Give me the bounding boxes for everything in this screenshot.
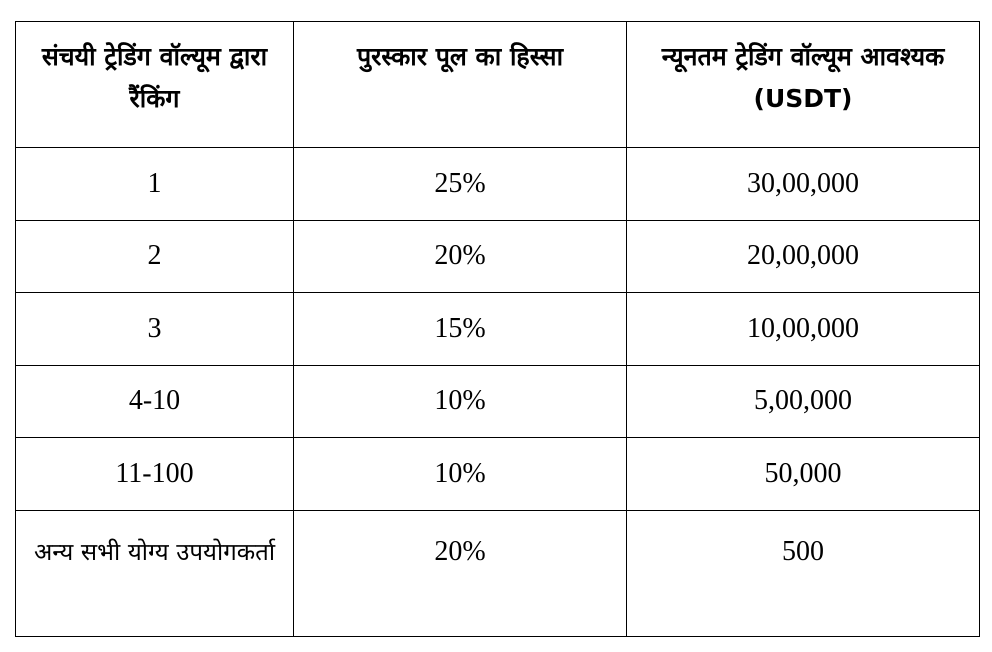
rank-cell: 1 bbox=[16, 148, 294, 221]
min-volume-cell: 30,00,000 bbox=[627, 148, 980, 221]
share-cell: 20% bbox=[294, 220, 627, 293]
share-cell: 10% bbox=[294, 438, 627, 511]
share-cell: 15% bbox=[294, 293, 627, 366]
rank-cell: 11-100 bbox=[16, 438, 294, 511]
table-header-row bbox=[16, 22, 980, 148]
table-row bbox=[16, 510, 980, 636]
min-volume-cell: 50,000 bbox=[627, 438, 980, 511]
table-row bbox=[16, 365, 980, 438]
min-volume-cell: 5,00,000 bbox=[627, 365, 980, 438]
rank-cell: 3 bbox=[16, 293, 294, 366]
share-cell: 25% bbox=[294, 148, 627, 221]
rank-cell: अन्य सभी योग्य उपयोगकर्ता bbox=[16, 510, 294, 636]
table-row bbox=[16, 438, 980, 511]
reward-table-container bbox=[15, 21, 979, 637]
table-row bbox=[16, 293, 980, 366]
share-cell: 10% bbox=[294, 365, 627, 438]
min-volume-cell: 500 bbox=[627, 510, 980, 636]
min-volume-cell: 20,00,000 bbox=[627, 220, 980, 293]
reward-pool-table bbox=[15, 21, 980, 637]
rank-cell: 2 bbox=[16, 220, 294, 293]
share-cell: 20% bbox=[294, 510, 627, 636]
header-reward-share: पुरस्कार पूल का हिस्सा bbox=[294, 22, 627, 148]
header-ranking: संचयी ट्रेडिंग वॉल्यूम द्वारा रैंकिंग bbox=[16, 22, 294, 148]
min-volume-cell: 10,00,000 bbox=[627, 293, 980, 366]
rank-cell: 4-10 bbox=[16, 365, 294, 438]
table-row bbox=[16, 220, 980, 293]
header-min-volume: न्यूनतम ट्रेडिंग वॉल्यूम आवश्यक (USDT) bbox=[627, 22, 980, 148]
table-row bbox=[16, 148, 980, 221]
